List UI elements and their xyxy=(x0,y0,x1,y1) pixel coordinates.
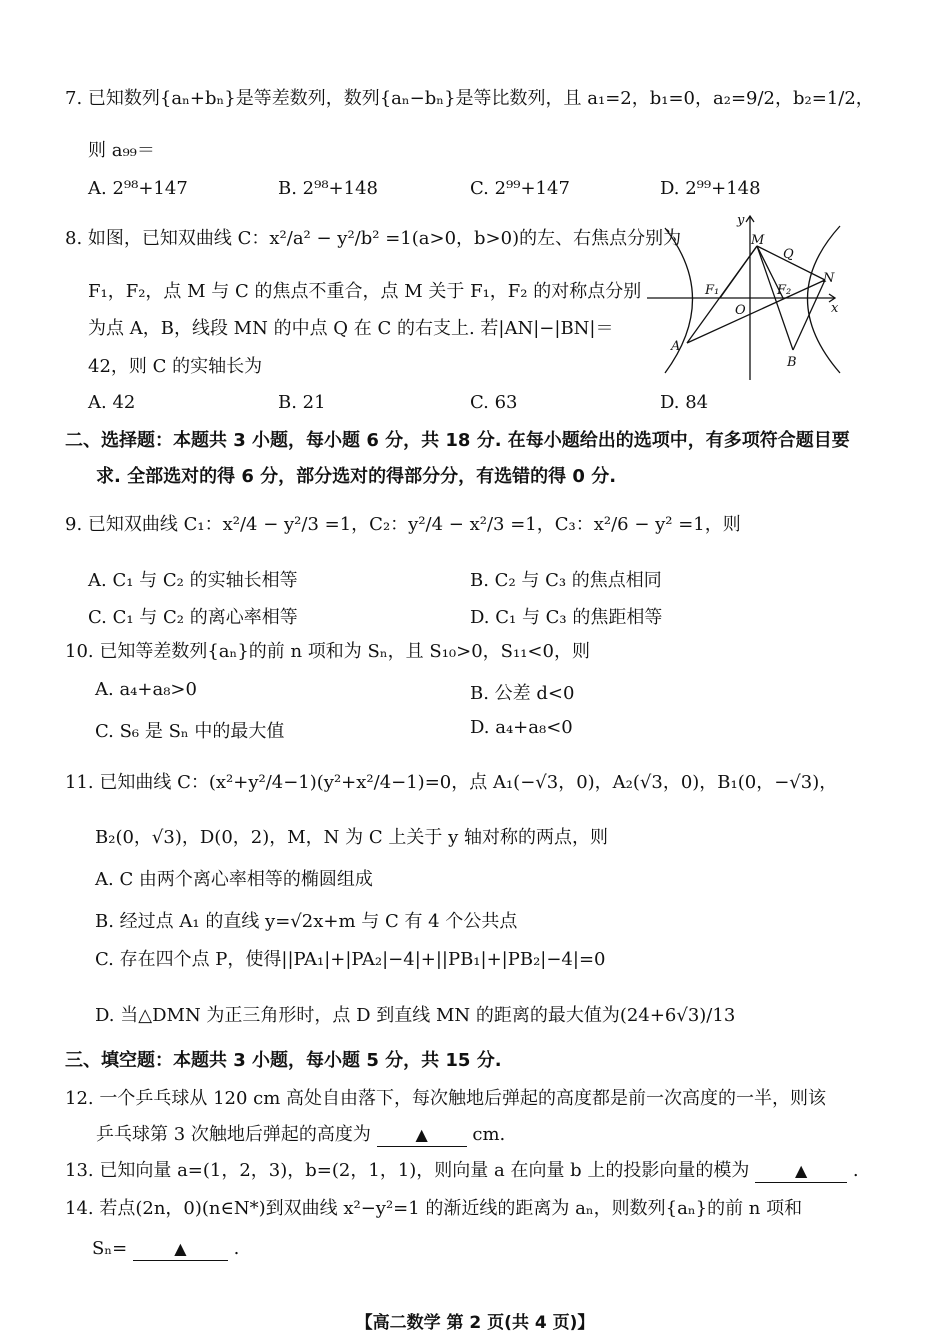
q11-line2: B₂(0，√3)，D(0，2)，M，N 为 C 上关于 y 轴对称的两点，则 xyxy=(95,827,608,848)
q8-line4: 42，则 C 的实轴长为 xyxy=(88,356,263,377)
blank-triangle-icon: ▲ xyxy=(795,1161,808,1180)
q8-option-d: D. 84 xyxy=(660,392,709,413)
q9-option-b: B. C₂ 与 C₃ 的焦点相同 xyxy=(470,570,662,591)
q10-stem: 10. 已知等差数列{aₙ}的前 n 项和为 Sₙ，且 S₁₀>0，S₁₁<0，则 xyxy=(65,641,590,662)
q11-option-b: B. 经过点 A₁ 的直线 y=√2x+m 与 C 有 4 个公共点 xyxy=(95,911,518,932)
q11-option-d: D. 当△DMN 为正三角形时，点 D 到直线 MN 的距离的最大值为(24+6√3)/13 xyxy=(95,1005,736,1026)
q7-stem-line2: 则 a₉₉＝ xyxy=(88,140,155,161)
q9-stem: 9. 已知双曲线 C₁：x²/4 − y²/3 =1，C₂：y²/4 − x²/3 =1，C₃：x²/6 − y² =1，则 xyxy=(65,514,741,535)
page-footer: 【高二数学 第 2 页(共 4 页)】 xyxy=(355,1313,595,1333)
label-q: Q xyxy=(783,247,794,262)
label-y: y xyxy=(737,213,745,228)
q7-stem-line1: 7. 已知数列{aₙ+bₙ}是等差数列，数列{aₙ−bₙ}是等比数列，且 a₁=2，b₁=0，a₂=9/2，b₂=1/2， xyxy=(65,88,874,109)
q7-option-a: A. 2⁹⁸+147 xyxy=(88,178,188,199)
q10-option-a: A. a₄+a₈>0 xyxy=(95,679,197,700)
q14-line2 xyxy=(92,1238,239,1261)
q8-option-b: B. 21 xyxy=(278,392,326,413)
label-x: x xyxy=(831,301,839,316)
q8-line2: F₁，F₂，点 M 与 C 的焦点不重合，点 M 关于 F₁，F₂ 的对称点分别 xyxy=(88,281,642,302)
q9-option-d: D. C₁ 与 C₃ 的焦距相等 xyxy=(470,607,663,628)
q8-line3: 为点 A，B，线段 MN 的中点 Q 在 C 的右支上. 若|AN|−|BN|＝ xyxy=(88,318,614,339)
q13-line xyxy=(65,1160,859,1183)
q11-option-c: C. 存在四个点 P，使得||PA₁|+|PA₂|−4|+||PB₁|+|PB₂|−4|=0 xyxy=(95,949,606,970)
label-f2: F₂ xyxy=(777,283,792,298)
q13-text: 13. 已知向量 a=(1，2，3)，b=(2，1，1)，则向量 a 在向量 b 上的投影向量的模为 xyxy=(65,1160,750,1181)
q10-option-c: C. S₆ 是 Sₙ 中的最大值 xyxy=(95,721,285,742)
q7-option-c: C. 2⁹⁹+147 xyxy=(470,178,570,199)
hyperbola-figure xyxy=(645,208,845,383)
label-o: O xyxy=(735,303,746,318)
q14-sn: Sₙ= xyxy=(92,1238,128,1259)
q11-option-a: A. C 由两个离心率相等的椭圆组成 xyxy=(95,869,373,890)
q14-answer-blank[interactable] xyxy=(133,1238,228,1261)
q9-option-a: A. C₁ 与 C₂ 的实轴长相等 xyxy=(88,570,298,591)
q12-line2 xyxy=(96,1124,505,1147)
hyperbola-right-branch xyxy=(808,226,841,373)
q8-option-c: C. 63 xyxy=(470,392,518,413)
q12-line1: 12. 一个乒乓球从 120 cm 高处自由落下，每次触地后弹起的高度都是前一次高度的一半，则该 xyxy=(65,1088,827,1109)
label-a: A xyxy=(671,339,681,354)
q12-answer-blank[interactable] xyxy=(377,1124,467,1147)
q8-option-a: A. 42 xyxy=(88,392,136,413)
label-f1: F₁ xyxy=(705,283,720,298)
q12-unit: cm. xyxy=(472,1124,506,1145)
label-n: N xyxy=(823,271,835,286)
q7-option-b: B. 2⁹⁸+148 xyxy=(278,178,378,199)
q7-option-d: D. 2⁹⁹+148 xyxy=(660,178,761,199)
label-b: B xyxy=(787,355,797,370)
q14-period: . xyxy=(233,1238,240,1259)
blank-triangle-icon: ▲ xyxy=(174,1239,187,1258)
q8-line1: 8. 如图，已知双曲线 C：x²/a² − y²/b² =1(a>0，b>0)的左、右焦点分别为 xyxy=(65,228,682,249)
blank-triangle-icon: ▲ xyxy=(415,1125,428,1144)
q13-answer-blank[interactable] xyxy=(755,1160,847,1183)
segment-f1 xyxy=(720,246,757,298)
q13-period: . xyxy=(852,1160,859,1181)
q12-line2-text: 乒乓球第 3 次触地后弹起的高度为 xyxy=(96,1124,371,1145)
q10-option-b: B. 公差 d<0 xyxy=(470,683,575,704)
label-m: M xyxy=(751,233,765,248)
section2-heading-line1: 二、选择题：本题共 3 小题，每小题 6 分，共 18 分. 在每小题给出的选项中，有多项符合题目要 xyxy=(65,430,850,451)
q11-line1: 11. 已知曲线 C：(x²+y²/4−1)(y²+x²/4−1)=0，点 A₁(−√3，0)，A₂(√3，0)，B₁(0，−√3)， xyxy=(65,772,838,793)
section2-heading-line2: 求. 全部选对的得 6 分，部分选对的得部分分，有选错的得 0 分. xyxy=(96,466,617,487)
segment-bn xyxy=(793,280,825,350)
q14-line1: 14. 若点(2n，0)(n∈N*)到双曲线 x²−y²=1 的渐近线的距离为 aₙ，则数列{aₙ}的前 n 项和 xyxy=(65,1198,803,1219)
q9-option-c: C. C₁ 与 C₂ 的离心率相等 xyxy=(88,607,298,628)
section3-heading: 三、填空题：本题共 3 小题，每小题 5 分，共 15 分. xyxy=(65,1050,502,1071)
q10-option-d: D. a₄+a₈<0 xyxy=(470,717,573,738)
